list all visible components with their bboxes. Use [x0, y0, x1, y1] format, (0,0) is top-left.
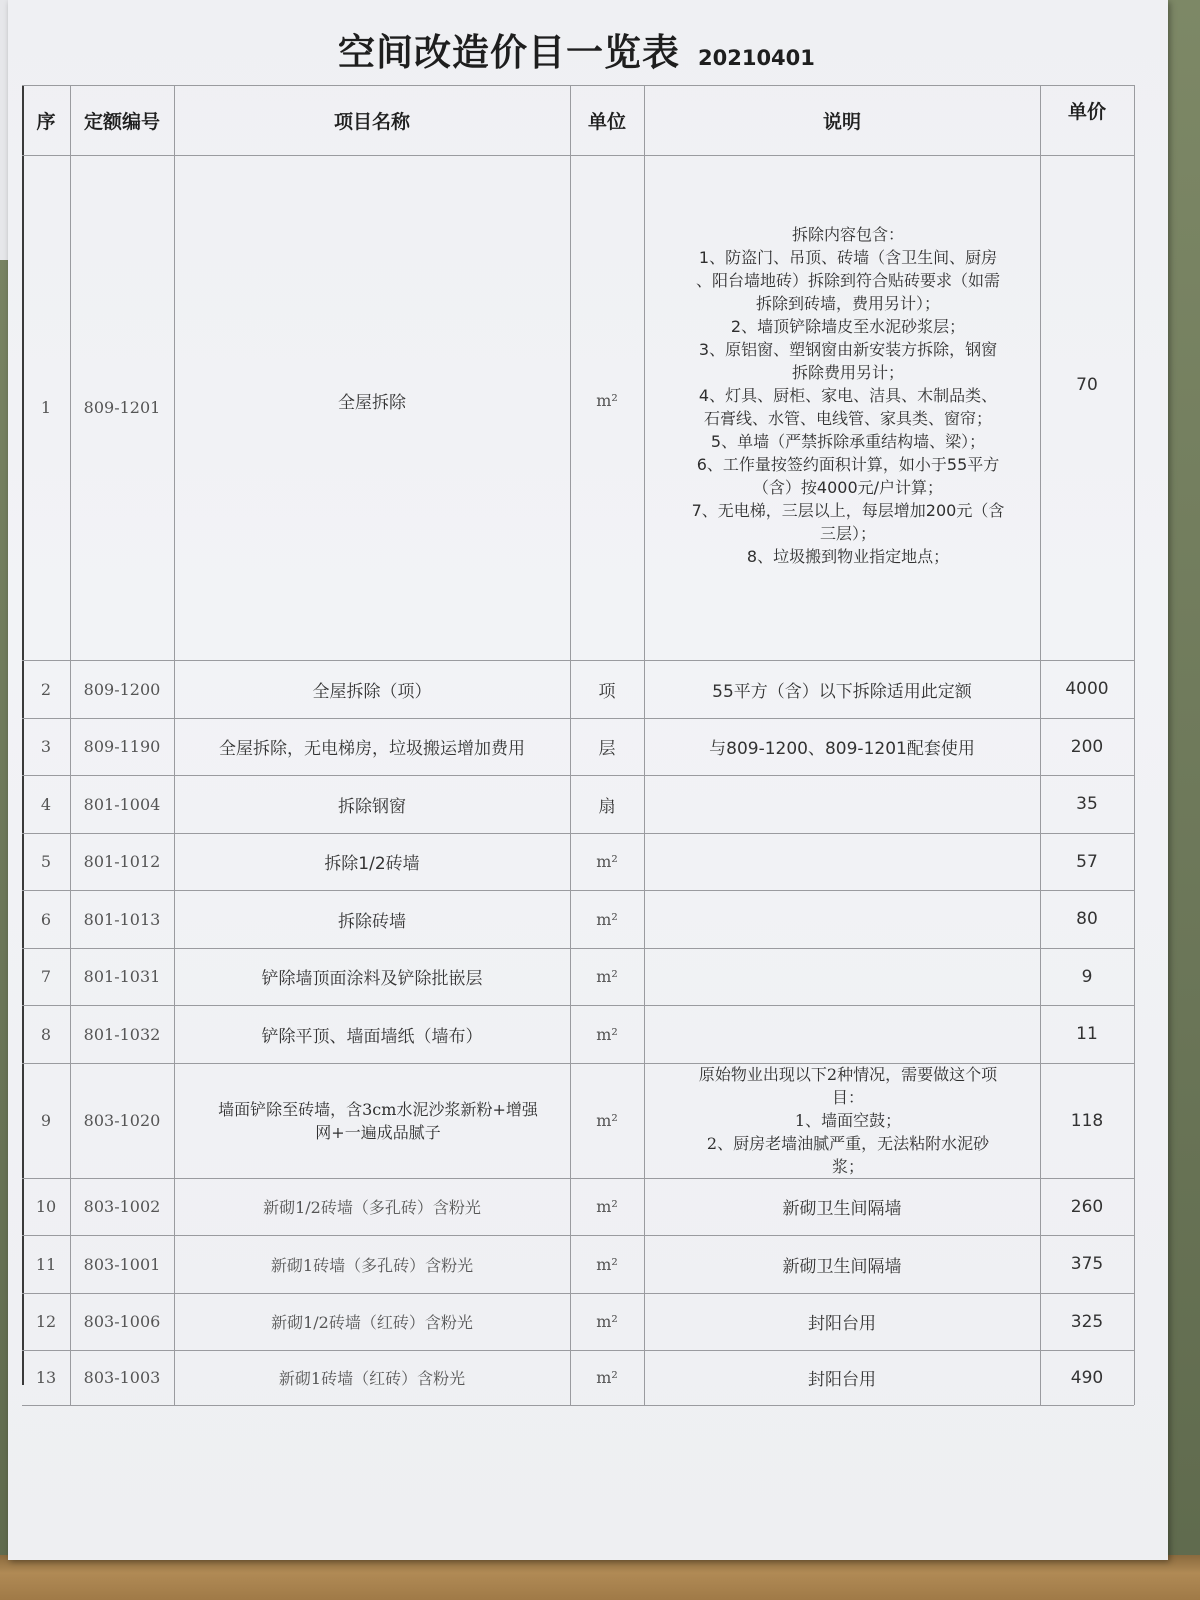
row-desc: 55平方（含）以下拆除适用此定额 [712, 681, 972, 702]
row-unit: m² [596, 1024, 618, 1044]
row-desc [644, 205, 1052, 585]
row-name: 全屋拆除（项） [312, 681, 432, 702]
note-line: 浆； [831, 1157, 864, 1176]
refinish-notes [699, 1063, 997, 1178]
row-desc: 封阳台用 [808, 1314, 876, 1334]
row-price: 35 [1076, 794, 1098, 814]
row-unit: m² [596, 1368, 618, 1387]
row-code: 803-1003 [83, 1368, 161, 1387]
note-line: 拆除到砖墙，费用另计）； [755, 293, 940, 313]
row-code: 809-1190 [83, 737, 161, 756]
row-unit: 层 [598, 739, 616, 759]
note-line: 4、灯具、厨柜、家电、洁具、木制品类、 [698, 385, 998, 405]
row-desc [644, 948, 1040, 1005]
header-code: 定额编号 [83, 110, 160, 133]
row-desc: 新砌卫生间隔墙 [782, 1199, 902, 1219]
wood-edge [0, 1555, 1200, 1600]
row-unit: m² [596, 1254, 618, 1274]
row-price: 70 [1076, 375, 1098, 395]
row-seq: 2 [40, 679, 52, 699]
row-name: 新砌1/2砖墙（多孔砖）含粉光 [263, 1198, 481, 1217]
row-unit: m² [596, 1312, 618, 1331]
row-price: 118 [1070, 1110, 1104, 1131]
row-code: 801-1013 [83, 909, 161, 929]
row-price: 9 [1081, 966, 1093, 987]
row-unit: 项 [598, 681, 616, 702]
row-unit: 扇 [598, 796, 616, 817]
note-line: 7、无电梯，三层以上，每层增加200元（含 [691, 500, 1005, 520]
row-seq: 3 [40, 737, 52, 756]
header-name: 项目名称 [333, 110, 410, 133]
row-price: 80 [1076, 909, 1098, 929]
row-code: 801-1031 [83, 967, 161, 986]
row-code: 801-1032 [83, 1024, 161, 1044]
row-desc [644, 1063, 1052, 1178]
name-line: 网+一遍成品腻子 [315, 1122, 441, 1142]
row-unit: m² [596, 852, 618, 871]
row-unit: m² [596, 967, 618, 986]
row-name: 全屋拆除 [338, 392, 406, 413]
note-line: 2、墙顶铲除墙皮至水泥砂浆层； [730, 316, 966, 336]
row-code: 803-1002 [83, 1197, 161, 1216]
row-seq: 7 [40, 967, 52, 986]
page-title: 空间改造价目一览表 [338, 31, 680, 74]
row-name [174, 1063, 582, 1178]
row-code: 803-1001 [83, 1254, 161, 1274]
row-code: 801-1012 [83, 852, 161, 871]
note-line: 拆除费用另计； [791, 362, 904, 382]
row-price: 325 [1070, 1311, 1104, 1332]
row-desc [644, 775, 1040, 833]
row-name: 新砌1砖墙（红砖）含粉光 [278, 1369, 466, 1388]
note-line: 、阳台墙地砖）拆除到符合贴砖要求（如需 [695, 270, 1000, 290]
row-desc: 与809-1200、809-1201配套使用 [709, 739, 975, 759]
row-code: 803-1006 [83, 1312, 161, 1331]
row-unit: m² [596, 1111, 618, 1130]
row-code: 803-1020 [83, 1111, 161, 1130]
price-sheet-page [8, 0, 1168, 1560]
row-seq: 10 [35, 1197, 57, 1216]
row-price: 200 [1070, 736, 1104, 757]
row-seq: 9 [40, 1111, 52, 1130]
row-desc: 封阳台用 [808, 1370, 876, 1390]
header-price: 单价 [1067, 100, 1106, 123]
row-name: 新砌1砖墙（多孔砖）含粉光 [270, 1255, 474, 1275]
row-name: 拆除砖墙 [338, 911, 406, 932]
note-line: 2、厨房老墙油腻严重，无法粘附水泥砂 [706, 1134, 990, 1153]
page-date: 20210401 [698, 46, 815, 70]
row-desc [644, 1005, 1040, 1063]
note-line: 原始物业出现以下2种情况，需要做这个项 [698, 1065, 998, 1084]
row-name: 拆除钢窗 [338, 796, 406, 817]
header-seq: 序 [36, 110, 56, 133]
row-unit: m² [596, 1197, 618, 1216]
row-seq: 13 [35, 1368, 57, 1387]
header-unit: 单位 [587, 110, 626, 133]
demolition-notes [692, 223, 1005, 568]
row-name: 全屋拆除，无电梯房，垃圾搬运增加费用 [219, 739, 525, 759]
row-name: 新砌1/2砖墙（红砖）含粉光 [271, 1313, 473, 1332]
row-code: 809-1200 [83, 679, 161, 699]
row-seq: 4 [40, 794, 52, 814]
note-line: 1、防盗门、吊顶、砖墙（含卫生间、厨房 [698, 247, 998, 267]
row-name: 铲除墙顶面涂料及铲除批嵌层 [261, 969, 483, 989]
name-line: 墙面铲除至砖墙，含3cm水泥沙浆新粉+增强 [218, 1099, 538, 1119]
column-divider [1134, 85, 1135, 1405]
note-line: 6、工作量按签约面积计算，如小于55平方 [696, 454, 1000, 474]
row-price: 11 [1076, 1024, 1098, 1044]
note-line: 5、单墙（严禁拆除承重结构墙、梁）； [710, 431, 986, 451]
note-line: 目： [831, 1088, 864, 1107]
row-seq: 11 [35, 1254, 57, 1274]
note-line: 8、垃圾搬到物业指定地点； [746, 546, 950, 566]
row-price: 4000 [1065, 679, 1109, 699]
row-code: 801-1004 [83, 794, 161, 814]
row-price: 57 [1076, 851, 1098, 872]
row-desc [644, 833, 1040, 890]
row-name: 铲除平顶、墙面墙纸（墙布） [261, 1026, 483, 1047]
row-unit: m² [596, 390, 618, 410]
note-line: 石膏线、水管、电线管、家具类、窗帘； [703, 408, 992, 428]
row-seq: 6 [40, 909, 52, 929]
table-bottom-border [22, 1405, 1134, 1406]
row-price: 260 [1070, 1196, 1104, 1217]
row-desc: 新砌卫生间隔墙 [782, 1256, 902, 1277]
row-seq: 5 [40, 852, 52, 871]
row-code: 809-1201 [83, 398, 161, 417]
note-line: 拆除内容包含： [791, 224, 904, 244]
note-line: （含）按4000元/户计算； [752, 477, 944, 497]
row-price: 490 [1070, 1367, 1104, 1388]
row-unit: m² [596, 909, 618, 929]
row-seq: 8 [40, 1024, 52, 1044]
row-seq: 1 [40, 398, 52, 417]
note-line: 1、墙面空鼓； [794, 1111, 902, 1130]
row-price: 375 [1070, 1254, 1104, 1274]
row-name: 拆除1/2砖墙 [324, 854, 420, 874]
price-table [22, 85, 1152, 1405]
note-line: 三层）； [819, 523, 876, 543]
row-desc [644, 890, 1040, 948]
header-desc: 说明 [822, 110, 861, 133]
row-seq: 12 [35, 1312, 57, 1331]
note-line: 3、原铝窗、塑钢窗由新安装方拆除，钢窗 [698, 339, 998, 359]
title-row [338, 22, 815, 78]
